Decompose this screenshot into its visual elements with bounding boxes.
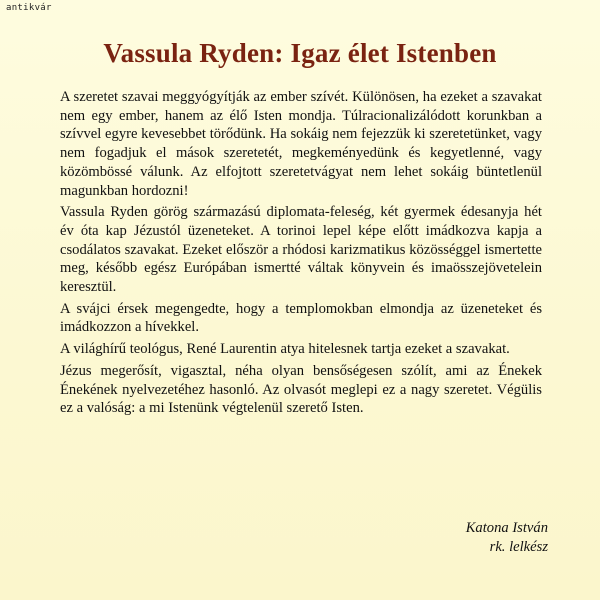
- page-title: Vassula Ryden: Igaz élet Istenben: [103, 38, 497, 69]
- signature-role: rk. lelkész: [489, 539, 548, 555]
- signature: [348, 519, 548, 557]
- paragraph-intro: A szeretet szavai meggyógyítják az ember szívét. Különösen, ha ezeket a szavakat nem egy ember, hanem az élő Isten mondja. Túlracionalizálódott korunkban a szívvel egyre kevesebbet törődünk. Ha sokáig nem fejezzük ki szeretetünket, vagy nem fogadjuk el mások szeretetét, megkeményedünk és kegyetlenné, vagy közömbössé válunk. Az elfojtott szeretetvágyat nem lehet sokáig büntetlenül magunkban hordozni!: [60, 89, 542, 199]
- paragraph-biography: Vassula Ryden görög származású diplomata-feleség, két gyermek édesanyja hét év óta kap Jézustól üzeneteket. A torinoi lepel képe előtt imádkozva kapja a csodálatos szavakat. Ezeket először a rhódosi karizmatikus közösséggel ismertette meg, később egész Európában ismertté váltak könyvein és imaösszejövetelein keresztül.: [60, 204, 542, 296]
- paragraph-conclusion: Jézus megerősít, vigasztal, néha olyan bensőségesen szólít, ami az Énekek Énekének nyelvezetéhez hasonló. Az olvasót meglepi ez a nagy szeretet. Végülis ez a valóság: a mi Istenünk végtelenül szerető Isten.: [60, 362, 542, 417]
- paragraph-archbishop: A svájci érsek megengedte, hogy a templomokban elmondja az üzeneteket és imádkozzon a hívekkel.: [60, 300, 542, 336]
- antikvar-watermark: antikvár: [6, 3, 52, 13]
- body-text: [60, 88, 542, 421]
- signature-name: Katona István: [465, 520, 548, 536]
- paragraph-theologian: A világhírű teológus, René Laurentin atya hitelesnek tartja ezeket a szavakat.: [60, 341, 510, 358]
